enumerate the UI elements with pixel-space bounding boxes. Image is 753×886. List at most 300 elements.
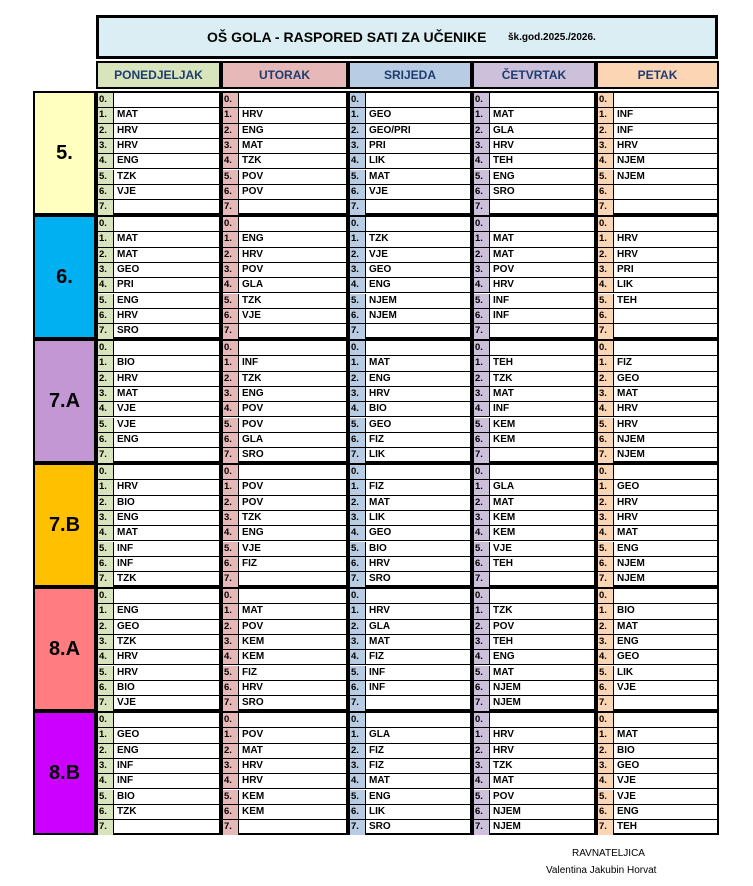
period-row	[474, 650, 594, 665]
subject-cell: MAT	[117, 527, 138, 539]
period-number: 3.	[98, 511, 114, 525]
day-block	[348, 91, 472, 215]
subject-cell: VJE	[617, 775, 636, 787]
period-number: 7.	[598, 572, 614, 587]
period-number: 5.	[350, 542, 366, 556]
period-number: 7.	[98, 324, 114, 339]
subject-cell: KEM	[493, 433, 516, 445]
period-row	[598, 589, 717, 604]
period-number: 7.	[223, 572, 239, 587]
period-row	[474, 387, 594, 402]
page-title: OŠ GOLA - RASPORED SATI ZA UČENIKE	[207, 29, 487, 45]
period-row	[598, 93, 717, 108]
subject-cell: VJE	[117, 418, 136, 430]
subject-cell: SRO	[242, 697, 264, 709]
subject-cell: NJEM	[617, 170, 645, 182]
subject-cell: HRV	[493, 279, 514, 291]
period-number: 7.	[98, 696, 114, 711]
period-number: 7.	[223, 200, 239, 215]
period-number: 5.	[598, 542, 614, 556]
period-number: 1.	[98, 356, 114, 370]
period-number: 2.	[598, 620, 614, 634]
period-row	[350, 200, 470, 215]
day-header: SRIJEDA	[348, 61, 472, 89]
period-row	[223, 511, 346, 526]
period-row	[598, 713, 717, 728]
period-row	[98, 666, 219, 681]
day-block	[348, 587, 472, 711]
period-row	[598, 200, 717, 215]
period-number: 0.	[474, 465, 490, 479]
period-row	[223, 728, 346, 743]
day-block	[221, 463, 348, 587]
period-number: 2.	[350, 744, 366, 758]
subject-cell: FIZ	[242, 557, 257, 569]
period-row	[350, 448, 470, 463]
subject-cell: NJEM	[493, 805, 521, 817]
period-row	[350, 666, 470, 681]
period-row	[98, 387, 219, 402]
period-row	[598, 124, 717, 139]
period-number: 3.	[598, 511, 614, 525]
period-number: 4.	[474, 278, 490, 292]
period-number: 1.	[350, 480, 366, 494]
period-row	[98, 93, 219, 108]
period-row	[223, 774, 346, 789]
day-block	[348, 463, 472, 587]
period-number: 6.	[223, 681, 239, 695]
subject-cell: ENG	[117, 744, 139, 756]
subject-cell: VJE	[493, 542, 512, 554]
subject-cell: HRV	[617, 418, 638, 430]
period-number: 0.	[598, 217, 614, 231]
period-row	[474, 820, 594, 835]
period-number: 7.	[350, 324, 366, 339]
period-number: 5.	[598, 294, 614, 308]
day-header: ČETVRTAK	[472, 61, 596, 89]
period-row	[474, 263, 594, 278]
period-row	[98, 774, 219, 789]
class-label: 8.A	[33, 587, 96, 711]
period-number: 2.	[598, 248, 614, 262]
subject-cell: ENG	[117, 294, 139, 306]
period-number: 7.	[598, 696, 614, 711]
subject-cell: INF	[369, 681, 386, 693]
period-row	[223, 620, 346, 635]
period-number: 0.	[223, 713, 239, 727]
subject-cell: FIZ	[242, 666, 257, 678]
period-row	[474, 309, 594, 324]
period-row	[350, 387, 470, 402]
period-row	[474, 666, 594, 681]
period-number: 1.	[350, 728, 366, 742]
period-number: 7.	[98, 448, 114, 463]
period-row	[98, 728, 219, 743]
period-row	[223, 387, 346, 402]
period-number: 4.	[474, 402, 490, 416]
day-header: PONEDJELJAK	[96, 61, 221, 89]
period-number: 0.	[350, 217, 366, 231]
subject-cell: MAT	[242, 139, 263, 151]
day-block	[472, 91, 596, 215]
subject-cell: HRV	[617, 139, 638, 151]
period-number: 0.	[98, 93, 114, 107]
period-number: 2.	[350, 372, 366, 386]
period-number: 5.	[223, 542, 239, 556]
subject-cell: ENG	[117, 511, 139, 523]
period-number: 5.	[350, 170, 366, 184]
period-row	[223, 185, 346, 200]
period-row	[598, 418, 717, 433]
period-row	[474, 805, 594, 820]
period-row	[350, 139, 470, 154]
subject-cell: MAT	[369, 775, 390, 787]
period-row	[223, 465, 346, 480]
subject-cell: GEO	[369, 263, 392, 275]
subject-cell: SRO	[242, 449, 264, 461]
subject-cell: GLA	[242, 433, 264, 445]
subject-cell: FIZ	[617, 357, 632, 369]
subject-cell: KEM	[242, 651, 265, 663]
period-row	[474, 511, 594, 526]
period-row	[598, 387, 717, 402]
period-number: 5.	[598, 418, 614, 432]
period-row	[98, 496, 219, 511]
subject-cell: HRV	[117, 651, 138, 663]
period-row	[223, 790, 346, 805]
period-number: 4.	[223, 402, 239, 416]
period-number: 4.	[474, 526, 490, 540]
subject-cell: BIO	[369, 542, 387, 554]
period-row	[598, 820, 717, 835]
period-row	[350, 496, 470, 511]
class-label: 5.	[33, 91, 96, 215]
period-row	[474, 217, 594, 232]
period-number: 3.	[350, 263, 366, 277]
period-row	[98, 418, 219, 433]
subject-cell: SRO	[369, 573, 391, 585]
period-number: 0.	[223, 465, 239, 479]
period-row	[350, 433, 470, 448]
subject-cell: ENG	[369, 372, 391, 384]
period-row	[98, 681, 219, 696]
period-number: 4.	[598, 154, 614, 168]
period-row	[350, 324, 470, 339]
period-row	[474, 108, 594, 123]
period-row	[350, 572, 470, 587]
period-row	[350, 635, 470, 650]
period-row	[598, 526, 717, 541]
period-number: 2.	[474, 372, 490, 386]
day-block	[221, 339, 348, 463]
period-number: 3.	[474, 511, 490, 525]
subject-cell: KEM	[493, 527, 516, 539]
subject-cell: INF	[617, 109, 634, 121]
subject-cell: POV	[242, 170, 264, 182]
period-number: 3.	[598, 387, 614, 401]
period-row	[98, 542, 219, 557]
period-number: 4.	[598, 278, 614, 292]
period-number: 1.	[350, 356, 366, 370]
period-number: 4.	[350, 774, 366, 788]
period-row	[223, 139, 346, 154]
subject-cell: ENG	[617, 635, 639, 647]
subject-cell: TZK	[117, 635, 137, 647]
subject-cell: BIO	[617, 605, 635, 617]
period-row	[350, 650, 470, 665]
period-row	[223, 696, 346, 711]
period-row	[598, 805, 717, 820]
subject-cell: INF	[493, 309, 510, 321]
subject-cell: TEH	[617, 821, 637, 833]
period-number: 5.	[474, 418, 490, 432]
subject-cell: HRV	[493, 139, 514, 151]
subject-cell: INF	[117, 542, 134, 554]
period-number: 7.	[350, 820, 366, 835]
period-row	[598, 185, 717, 200]
period-row	[98, 402, 219, 417]
period-row	[474, 232, 594, 247]
period-number: 3.	[98, 635, 114, 649]
period-number: 0.	[474, 589, 490, 603]
day-header: PETAK	[596, 61, 719, 89]
period-number: 4.	[598, 774, 614, 788]
period-number: 6.	[350, 681, 366, 695]
subject-cell: HRV	[493, 729, 514, 741]
signature-name: Valentina Jakubin Horvat	[546, 865, 657, 876]
period-number: 0.	[474, 713, 490, 727]
school-year: šk.god.2025./2026.	[508, 32, 596, 43]
period-number: 3.	[474, 263, 490, 277]
period-number: 4.	[350, 154, 366, 168]
period-row	[98, 278, 219, 293]
period-number: 5.	[598, 790, 614, 804]
period-row	[598, 744, 717, 759]
class-label: 7.B	[33, 463, 96, 587]
period-number: 7.	[350, 572, 366, 587]
day-block	[221, 215, 348, 339]
period-row	[223, 759, 346, 774]
period-number: 5.	[98, 418, 114, 432]
period-row	[98, 557, 219, 572]
period-row	[98, 170, 219, 185]
period-number: 7.	[350, 448, 366, 463]
period-row	[598, 448, 717, 463]
period-number: 2.	[350, 124, 366, 138]
period-number: 4.	[474, 774, 490, 788]
period-number: 0.	[598, 93, 614, 107]
period-number: 1.	[98, 480, 114, 494]
period-row	[223, 372, 346, 387]
day-header: UTORAK	[221, 61, 348, 89]
period-row	[474, 372, 594, 387]
subject-cell: TZK	[493, 605, 513, 617]
period-number: 5.	[223, 790, 239, 804]
period-number: 4.	[350, 402, 366, 416]
period-number: 0.	[474, 93, 490, 107]
period-number: 2.	[98, 372, 114, 386]
subject-cell: VJE	[117, 697, 136, 709]
period-number: 6.	[98, 309, 114, 323]
period-number: 5.	[223, 294, 239, 308]
period-row	[350, 372, 470, 387]
period-number: 4.	[474, 154, 490, 168]
subject-cell: INF	[369, 666, 386, 678]
subject-cell: HRV	[493, 744, 514, 756]
period-row	[598, 480, 717, 495]
period-row	[598, 170, 717, 185]
subject-cell: ENG	[617, 542, 639, 554]
period-row	[223, 542, 346, 557]
subject-cell: GLA	[369, 729, 391, 741]
subject-cell: POV	[242, 729, 264, 741]
period-number: 2.	[98, 620, 114, 634]
period-number: 0.	[98, 341, 114, 355]
period-row	[474, 448, 594, 463]
period-row	[474, 124, 594, 139]
subject-cell: FIZ	[369, 651, 384, 663]
subject-cell: MAT	[242, 744, 263, 756]
period-row	[350, 589, 470, 604]
subject-cell: HRV	[117, 309, 138, 321]
period-number: 4.	[98, 774, 114, 788]
period-number: 1.	[223, 728, 239, 742]
period-row	[223, 217, 346, 232]
subject-cell: LIK	[369, 155, 386, 167]
period-number: 5.	[474, 170, 490, 184]
period-row	[598, 465, 717, 480]
period-row	[223, 248, 346, 263]
day-block	[348, 711, 472, 835]
subject-cell: MAT	[117, 233, 138, 245]
period-row	[350, 820, 470, 835]
period-number: 2.	[350, 248, 366, 262]
day-block	[96, 711, 221, 835]
period-number: 5.	[598, 170, 614, 184]
period-row	[598, 650, 717, 665]
period-row	[598, 666, 717, 681]
subject-cell: NJEM	[369, 309, 397, 321]
period-row	[598, 232, 717, 247]
period-number: 6.	[350, 309, 366, 323]
subject-cell: GEO	[617, 481, 640, 493]
period-row	[350, 170, 470, 185]
subject-cell: MAT	[117, 387, 138, 399]
period-number: 5.	[474, 666, 490, 680]
subject-cell: GLA	[493, 481, 515, 493]
day-block	[596, 463, 719, 587]
period-number: 0.	[350, 589, 366, 603]
subject-cell: POV	[493, 790, 515, 802]
period-row	[350, 232, 470, 247]
period-row	[350, 341, 470, 356]
subject-cell: GEO	[369, 109, 392, 121]
period-number: 1.	[350, 108, 366, 122]
period-row	[598, 324, 717, 339]
period-number: 6.	[598, 433, 614, 447]
subject-cell: INF	[493, 294, 510, 306]
period-row	[350, 418, 470, 433]
period-row	[598, 402, 717, 417]
period-number: 3.	[598, 139, 614, 153]
period-row	[98, 805, 219, 820]
subject-cell: MAT	[493, 387, 514, 399]
period-row	[350, 185, 470, 200]
period-number: 1.	[474, 356, 490, 370]
subject-cell: GLA	[493, 124, 515, 136]
subject-cell: MAT	[369, 170, 390, 182]
period-row	[350, 480, 470, 495]
period-number: 6.	[223, 185, 239, 199]
period-row	[98, 139, 219, 154]
period-number: 4.	[474, 650, 490, 664]
period-row	[223, 572, 346, 587]
period-row	[98, 759, 219, 774]
period-row	[598, 759, 717, 774]
subject-cell: VJE	[617, 790, 636, 802]
period-number: 0.	[598, 589, 614, 603]
period-row	[598, 511, 717, 526]
subject-cell: HRV	[617, 496, 638, 508]
period-row	[350, 465, 470, 480]
period-row	[598, 294, 717, 309]
period-row	[223, 557, 346, 572]
period-row	[598, 263, 717, 278]
subject-cell: TZK	[242, 294, 262, 306]
period-row	[223, 650, 346, 665]
subject-cell: POV	[493, 620, 515, 632]
period-number: 3.	[474, 759, 490, 773]
subject-cell: MAT	[117, 248, 138, 260]
period-number: 2.	[223, 124, 239, 138]
period-row	[98, 294, 219, 309]
period-row	[98, 790, 219, 805]
period-row	[98, 589, 219, 604]
subject-cell: SRO	[493, 185, 515, 197]
period-number: 5.	[350, 294, 366, 308]
subject-cell: MAT	[493, 775, 514, 787]
subject-cell: POV	[242, 403, 264, 415]
subject-cell: VJE	[369, 185, 388, 197]
period-row	[474, 620, 594, 635]
period-row	[98, 620, 219, 635]
subject-cell: TZK	[242, 511, 262, 523]
period-row	[223, 154, 346, 169]
subject-cell: NJEM	[617, 155, 645, 167]
subject-cell: ENG	[617, 805, 639, 817]
period-number: 1.	[598, 480, 614, 494]
subject-cell: TZK	[117, 170, 137, 182]
period-row	[350, 604, 470, 619]
period-number: 7.	[598, 324, 614, 339]
period-row	[350, 790, 470, 805]
subject-cell: POV	[242, 496, 264, 508]
period-number: 5.	[98, 170, 114, 184]
subject-cell: BIO	[617, 744, 635, 756]
period-number: 7.	[474, 572, 490, 587]
subject-cell: MAT	[493, 248, 514, 260]
subject-cell: HRV	[242, 681, 263, 693]
period-row	[223, 356, 346, 371]
period-row	[98, 696, 219, 711]
subject-cell: VJE	[242, 309, 261, 321]
subject-cell: KEM	[242, 805, 265, 817]
subject-cell: INF	[117, 557, 134, 569]
subject-cell: HRV	[117, 124, 138, 136]
day-block	[221, 91, 348, 215]
subject-cell: HRV	[617, 511, 638, 523]
period-number: 7.	[223, 448, 239, 463]
